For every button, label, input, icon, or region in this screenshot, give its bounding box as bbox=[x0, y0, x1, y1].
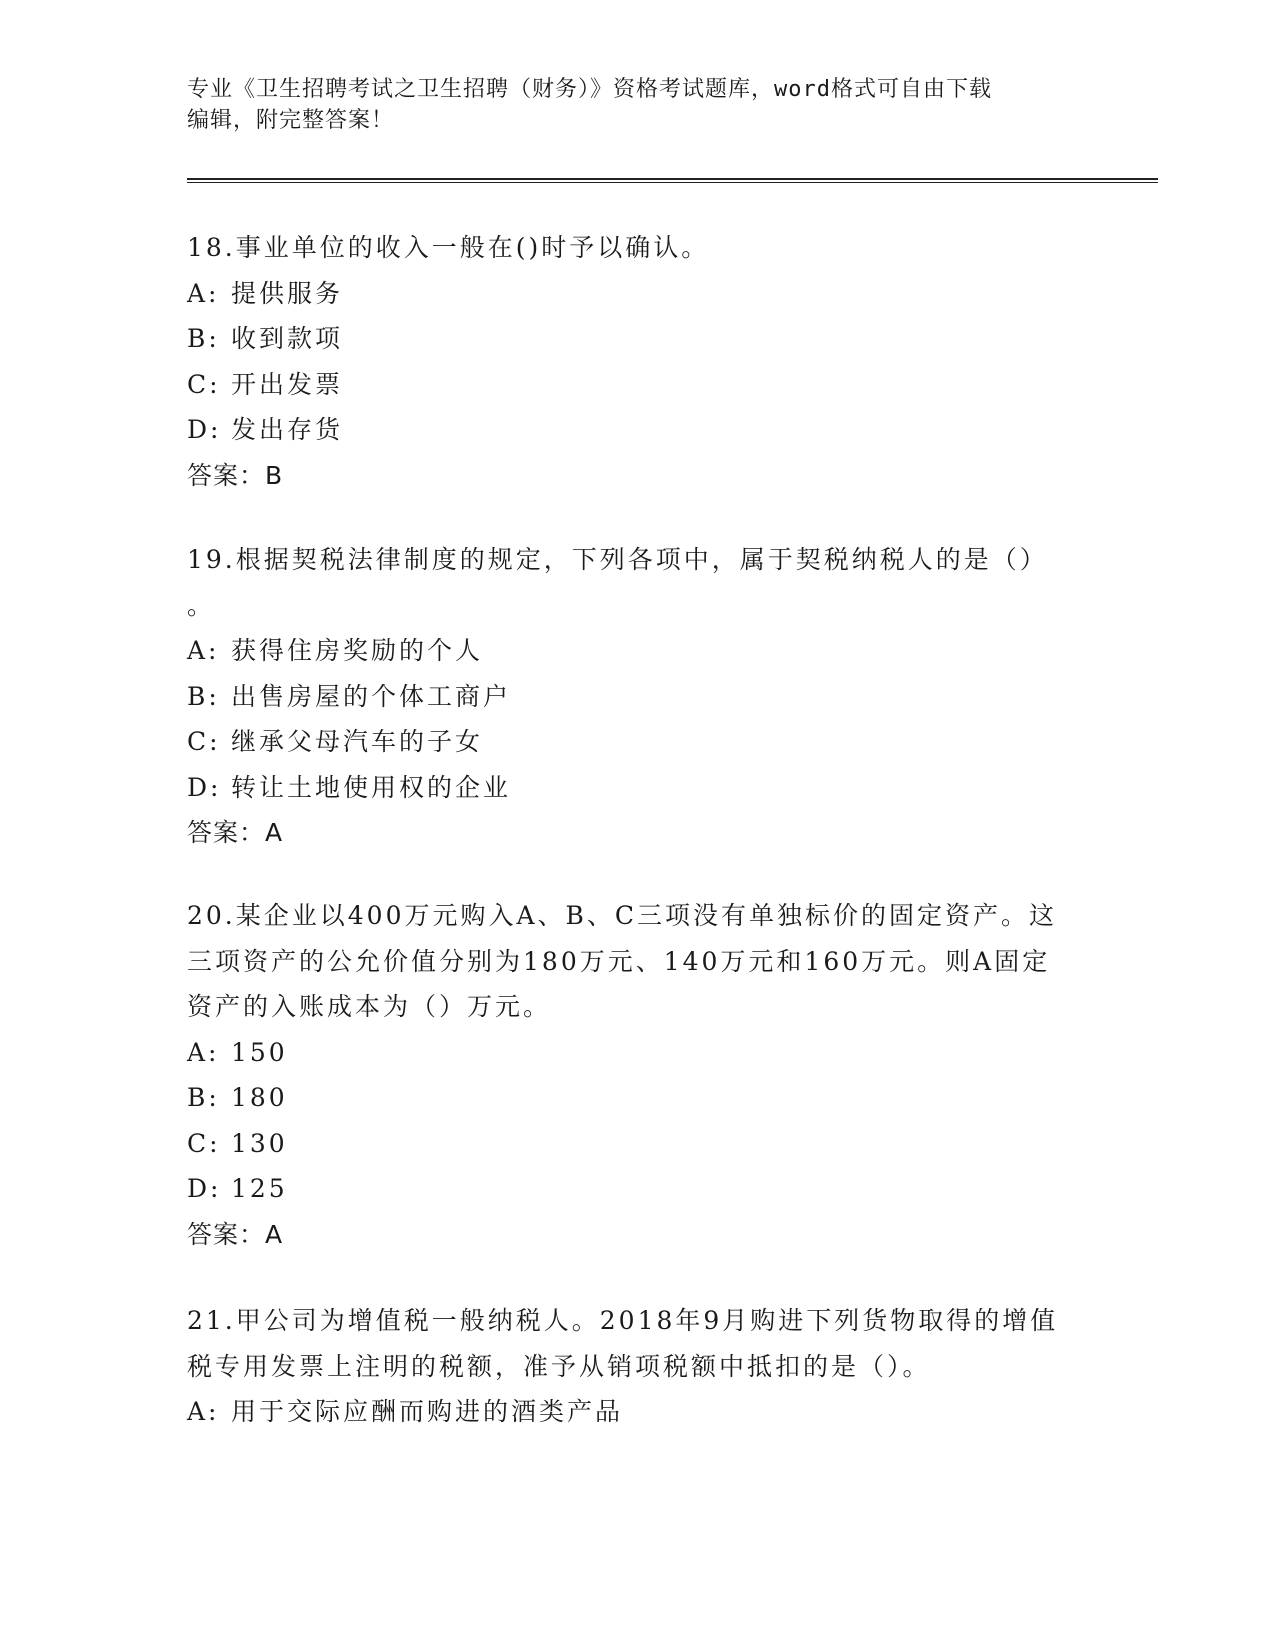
option-text: 获得住房奖励的个人 bbox=[231, 636, 484, 665]
option-b bbox=[187, 674, 1087, 720]
option-c bbox=[187, 362, 1087, 408]
option-key: C: bbox=[187, 727, 221, 756]
option-d bbox=[187, 1166, 1087, 1212]
question-stem-line-2: 。 bbox=[187, 590, 216, 620]
option-b bbox=[187, 1075, 1087, 1121]
document-header bbox=[187, 74, 1087, 136]
question-stem-line-1: 21.甲公司为增值税一般纳税人。2018年9月购进下列货物取得的增值 bbox=[187, 1306, 1059, 1335]
option-text: 用于交际应酬而购进的酒类产品 bbox=[231, 1397, 624, 1426]
option-text: 180 bbox=[231, 1083, 288, 1112]
header-line-2: 编辑，附完整答案！ bbox=[187, 108, 395, 133]
option-key: D: bbox=[187, 772, 222, 802]
question-stem-line-1: 20.某企业以400万元购入A、B、C三项没有单独标价的固定资产。这 bbox=[187, 901, 1058, 930]
option-text: 出售房屋的个体工商户 bbox=[231, 681, 512, 711]
option-text: 发出存货 bbox=[231, 415, 344, 444]
question-stem-line-1: 19.根据契税法律制度的规定，下列各项中，属于契税纳税人的是（） bbox=[187, 545, 1048, 574]
question-stem-line-3: 资产的入账成本为（）万元。 bbox=[187, 992, 552, 1021]
question-18 bbox=[187, 225, 1087, 498]
option-a bbox=[187, 628, 1087, 674]
option-c bbox=[187, 719, 1087, 765]
header-divider-thin bbox=[187, 182, 1158, 183]
question-stem-line-2: 税专用发票上注明的税额，准予从销项税额中抵扣的是（）。 bbox=[187, 1351, 931, 1381]
option-a bbox=[187, 271, 1087, 317]
option-key: C: bbox=[187, 369, 221, 399]
option-key: A: bbox=[187, 1397, 220, 1426]
option-key: D: bbox=[187, 1174, 222, 1203]
option-key: C: bbox=[187, 1128, 221, 1158]
option-key: A: bbox=[187, 278, 220, 308]
option-text: 提供服务 bbox=[231, 278, 344, 308]
answer-label: 答案：A bbox=[187, 1219, 284, 1249]
option-text: 150 bbox=[231, 1037, 288, 1067]
option-text: 125 bbox=[231, 1174, 288, 1203]
header-line-1: 专业《卫生招聘考试之卫生招聘（财务）》资格考试题库，word格式可自由下载 bbox=[187, 77, 992, 102]
option-text: 收到款项 bbox=[231, 324, 344, 353]
option-key: A: bbox=[187, 636, 220, 665]
option-c bbox=[187, 1121, 1087, 1167]
answer-label: 答案：A bbox=[187, 818, 284, 847]
question-20 bbox=[187, 893, 1087, 1257]
option-text: 继承父母汽车的子女 bbox=[231, 727, 484, 756]
option-d bbox=[187, 407, 1087, 453]
option-b bbox=[187, 316, 1087, 362]
question-21 bbox=[187, 1298, 1087, 1435]
option-key: B: bbox=[187, 324, 220, 353]
option-key: B: bbox=[187, 681, 220, 711]
option-text: 转让土地使用权的企业 bbox=[231, 772, 512, 802]
answer-label: 答案：B bbox=[187, 460, 284, 490]
option-text: 开出发票 bbox=[231, 369, 344, 399]
question-19 bbox=[187, 537, 1087, 856]
option-a bbox=[187, 1030, 1087, 1076]
question-stem-line-2: 三项资产的公允价值分别为180万元、140万元和160万元。则A固定 bbox=[187, 946, 1051, 976]
header-divider bbox=[187, 178, 1158, 180]
option-key: A: bbox=[187, 1037, 220, 1067]
option-a bbox=[187, 1389, 1087, 1435]
option-text: 130 bbox=[231, 1128, 288, 1158]
option-d bbox=[187, 765, 1087, 811]
option-key: B: bbox=[187, 1083, 220, 1112]
option-key: D: bbox=[187, 415, 222, 444]
question-stem: 18.事业单位的收入一般在()时予以确认。 bbox=[187, 233, 710, 262]
